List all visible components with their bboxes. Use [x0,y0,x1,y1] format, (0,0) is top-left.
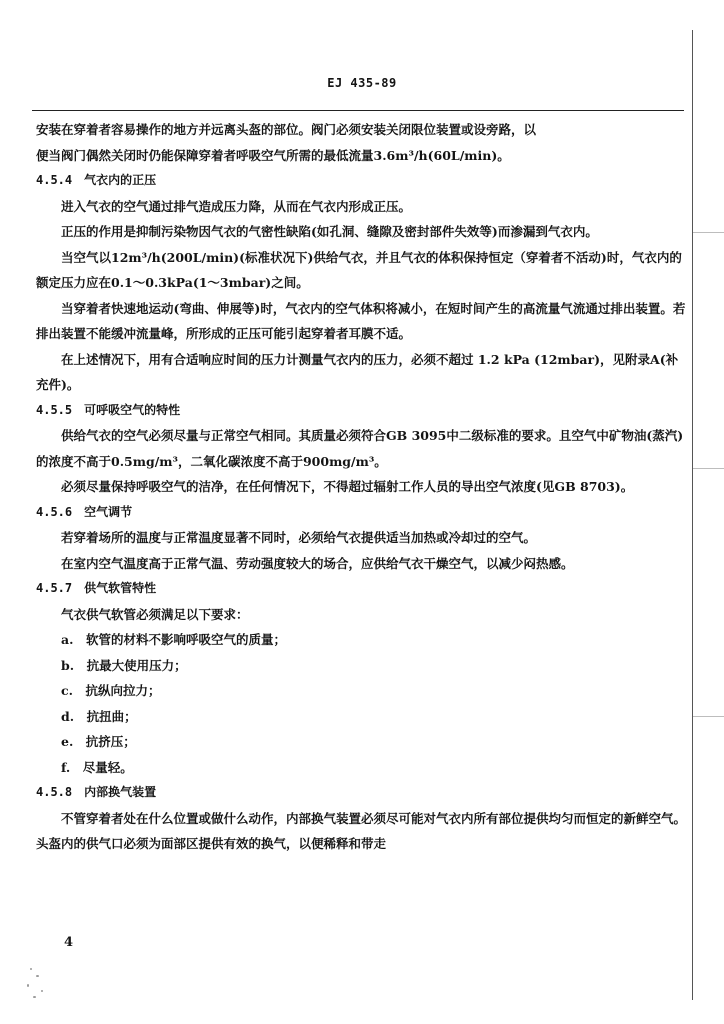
scan-speck [36,975,39,977]
paragraph: 必须尽量保持呼吸空气的洁净，在任何情况下，不得超过辐射工作人员的导出空气浓度(见GB 8703)。 [61,479,634,494]
paragraph: 正压的作用是抑制污染物因气衣的气密性缺陷(如孔洞、缝隙及密封部件失效等)而渗漏到气衣内。 [61,224,598,239]
section-heading-4-5-8: 4.5.8 内部换气装置 [36,785,157,799]
scan-speck [41,990,43,992]
paragraph: 供给气衣的空气必须尽量与正常空气相同。其质量必须符合GB 3095中二级标准的要求。且空气中矿物油(蒸汽)的浓度不高于0.5mg/m³，二氧化碳浓度不高于900mg/m³。 [36,428,684,469]
paragraph: 气衣供气软管必须满足以下要求： [61,606,249,622]
paragraph: 若穿着场所的温度与正常温度显著不同时，必须给气衣提供适当加热或冷却过的空气。 [61,530,537,545]
edge-tick [693,232,724,233]
body-text [36,117,686,857]
page-header-doc-id: EJ 435-89 [327,76,397,90]
page-edge-line [692,30,693,1000]
section-heading-4-5-5: 4.5.5 可呼吸空气的特性 [36,402,181,417]
paragraph: 在上述情况下，用有合适响应时间的压力计测量气衣内的压力，必须不超过 1.2 kPa (12mbar)，见附录A(补充件)。 [36,351,679,392]
paragraph: 在室内空气温度高于正常气温、劳动强度较大的场合，应供给气衣干燥空气，以减少闷热感。 [61,555,574,571]
scan-speck [27,984,29,987]
list-item: d. 抗扭曲； [61,708,137,724]
paragraph: 不管穿着者处在什么位置或做什么动作，内部换气装置必须尽可能对气衣内所有部位提供均匀而恒定的新鲜空气。头盔内的供气口必须为面部区提供有效的换气，以便稀释和带走 [36,810,687,851]
paragraph: 当穿着者快速地运动(弯曲、伸展等)时，气衣内的空气体积将减小，在短时间产生的高流量气流通过排出装置。若排出装置不能缓冲流量峰，所形成的正压可能引起穿着者耳膜不适。 [36,300,686,341]
edge-tick [693,716,724,717]
header-rule [32,110,684,111]
text-line: 安装在穿着者容易操作的地方并远离头盔的部位。阀门必须安装关闭限位装置或设旁路，以 [36,122,537,137]
section-heading-4-5-7: 4.5.7 供气软管特性 [36,581,157,595]
list-item: f. 尽量轻。 [61,759,133,775]
section-heading-4-5-6: 4.5.6 空气调节 [36,504,133,519]
paragraph: 进入气衣的空气通过排气造成压力降，从而在气衣内形成正压。 [61,198,412,214]
list-item: b. 抗最大使用压力； [61,657,187,673]
paragraph: 当空气以12m³/h(200L/min)(标准状况下)供给气衣，并且气衣的体积保持恒定（穿着者不活动)时，气衣内的额定压力应在0.1～0.3kPa(1～3mbar)之间。 [36,249,682,290]
text-line: 便当阀门偶然关闭时仍能保障穿着者呼吸空气所需的最低流量3.6m³/h(60L/min)。 [36,147,510,163]
scan-speck [30,968,32,970]
page-number: 4 [64,935,74,950]
list-item: a. 软管的材料不影响呼吸空气的质量； [61,632,286,647]
list-item: c. 抗纵向拉力； [61,683,161,698]
edge-tick [693,468,724,469]
section-heading-4-5-4: 4.5.4 气衣内的正压 [36,173,157,187]
scan-speck [33,996,36,998]
list-item: e. 抗挤压； [61,734,136,749]
